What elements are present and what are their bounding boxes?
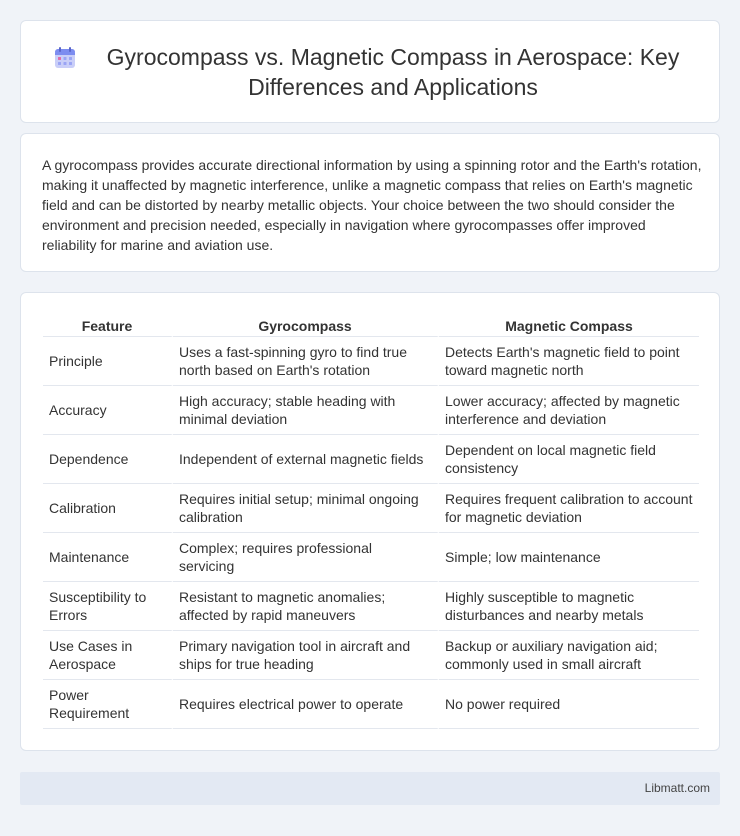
table-row xyxy=(43,533,699,582)
comparison-table xyxy=(43,317,699,729)
magnetic-compass-cell: Highly susceptible to magnetic disturbances and nearby metals xyxy=(439,582,699,631)
magnetic-compass-cell: Simple; low maintenance xyxy=(439,533,699,582)
table-row xyxy=(43,337,699,386)
header-feature: Feature xyxy=(43,317,173,337)
feature-cell: Susceptibility to Errors xyxy=(43,582,173,631)
gyrocompass-cell: Primary navigation tool in aircraft and ships for true heading xyxy=(173,631,439,680)
feature-cell: Use Cases in Aerospace xyxy=(43,631,173,680)
table-row xyxy=(43,484,699,533)
feature-cell: Dependence xyxy=(43,435,173,484)
magnetic-compass-cell: Lower accuracy; affected by magnetic interference and deviation xyxy=(439,386,699,435)
feature-cell: Principle xyxy=(43,337,173,386)
header-magnetic-compass: Magnetic Compass xyxy=(439,317,699,337)
gyrocompass-cell: Resistant to magnetic anomalies; affected by rapid maneuvers xyxy=(173,582,439,631)
feature-cell: Accuracy xyxy=(43,386,173,435)
table-row xyxy=(43,435,699,484)
feature-cell: Maintenance xyxy=(43,533,173,582)
summary-paragraph: A gyrocompass provides accurate directional information by using a spinning rotor and the Earth's rotation, making it unaffected by magnetic interference, unlike a magnetic compass that relies on Earth's magnetic field and can be distorted by nearby metallic objects. Your choice between the two should consider the environment and precision needed, especially in navigation where gyrocompasses offer improved reliability for marine and aviation use. xyxy=(42,157,702,253)
gyrocompass-cell: Complex; requires professional servicing xyxy=(173,533,439,582)
page-title: Gyrocompass vs. Magnetic Compass in Aerospace: Key Differences and Applications xyxy=(106,43,680,100)
footer xyxy=(20,772,720,805)
summary-card xyxy=(20,133,720,272)
title-card xyxy=(20,20,720,123)
magnetic-compass-cell: Requires frequent calibration to account for magnetic deviation xyxy=(439,484,699,533)
feature-cell: Calibration xyxy=(43,484,173,533)
magnetic-compass-cell: No power required xyxy=(439,680,699,729)
magnetic-compass-cell: Detects Earth's magnetic field to point toward magnetic north xyxy=(439,337,699,386)
table-row xyxy=(43,631,699,680)
magnetic-compass-cell: Backup or auxiliary navigation aid; commonly used in small aircraft xyxy=(439,631,699,680)
table-row xyxy=(43,582,699,631)
table-row xyxy=(43,386,699,435)
header-gyrocompass: Gyrocompass xyxy=(173,317,439,337)
footer-site-link[interactable]: Libmatt.com xyxy=(644,781,710,795)
table-row xyxy=(43,680,699,729)
magnetic-compass-cell: Dependent on local magnetic field consistency xyxy=(439,435,699,484)
feature-cell: Power Requirement xyxy=(43,680,173,729)
comparison-table-card xyxy=(20,292,720,751)
gyrocompass-cell: High accuracy; stable heading with minimal deviation xyxy=(173,386,439,435)
gyrocompass-cell: Requires electrical power to operate xyxy=(173,680,439,729)
gyrocompass-cell: Requires initial setup; minimal ongoing calibration xyxy=(173,484,439,533)
gyrocompass-cell: Independent of external magnetic fields xyxy=(173,435,439,484)
table-header-row xyxy=(43,317,699,337)
gyrocompass-cell: Uses a fast-spinning gyro to find true north based on Earth's rotation xyxy=(173,337,439,386)
